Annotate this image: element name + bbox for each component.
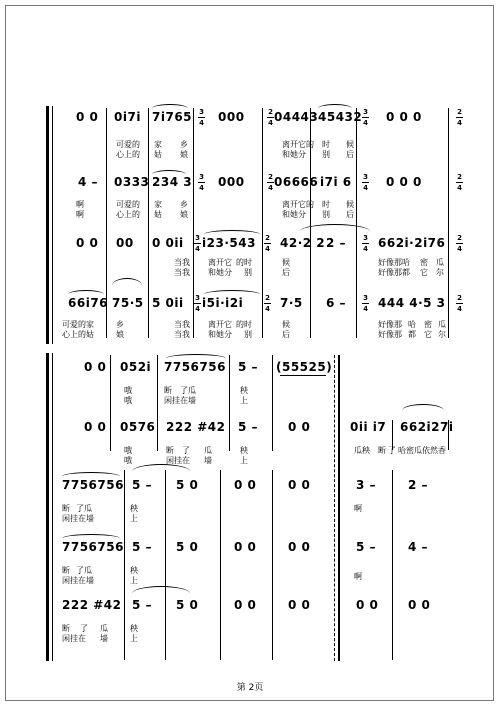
lyric: 好像那 <box>378 320 402 329</box>
measure: 4 – <box>78 175 99 189</box>
measure: 0 0 <box>408 598 431 612</box>
lyric: 密 <box>424 320 432 329</box>
time-signature: 2 4 <box>268 108 273 127</box>
measure: 234 3 <box>152 175 193 189</box>
slur <box>62 472 120 481</box>
lyric: 别 <box>244 268 252 277</box>
lyric: 娘 <box>180 150 188 159</box>
lyric: 断 <box>166 446 174 455</box>
measure: (55525) <box>276 360 333 374</box>
lyric: 闲挂在墙 <box>164 396 196 405</box>
lyric: 别 <box>322 210 330 219</box>
lyric: 后 <box>282 268 290 277</box>
lyric: 娘 <box>180 210 188 219</box>
time-signature: 3 4 <box>195 234 200 253</box>
lyric: 家 <box>154 140 162 149</box>
lyric: 别 <box>244 330 252 339</box>
measure: 662i·2i76 <box>378 236 446 250</box>
measure: 45432 <box>318 110 363 124</box>
time-signature: 3 4 <box>363 108 368 127</box>
measure: 0 0 <box>288 478 311 492</box>
measure: 5 – <box>132 540 153 554</box>
lyric: 墙 <box>100 634 108 643</box>
lyric: 秧 <box>240 386 248 395</box>
measure: 0i7i <box>114 110 141 124</box>
lyric: 瓜 <box>204 446 212 455</box>
barline <box>272 470 273 660</box>
lyric: 好像那哈 <box>378 258 410 267</box>
lyric: 离开它的 <box>282 200 314 209</box>
lyric: 哈密瓜依然香 <box>398 446 446 455</box>
lyric: 啊 <box>354 504 362 513</box>
lyric: 秧 <box>130 504 138 513</box>
lyric: 秧 <box>240 446 248 455</box>
measure: 0 0 <box>84 360 107 374</box>
lyric: 当我 <box>174 268 190 277</box>
measure: 2 – <box>408 478 429 492</box>
lyric: 哈 <box>408 320 416 329</box>
measure: 66i76 <box>68 296 109 310</box>
lyric: 和她分 <box>282 150 306 159</box>
measure: 7756756 <box>62 540 124 554</box>
measure: 0 0 <box>76 236 99 250</box>
lyric: 的时 <box>236 320 252 329</box>
measure: i5i·i2i <box>202 296 244 310</box>
time-signature: 3 4 <box>199 173 204 192</box>
lyric: 上 <box>240 396 248 405</box>
measure: 0 0 <box>234 540 257 554</box>
barline <box>124 470 125 660</box>
measure: 04443 <box>274 110 319 124</box>
lyric: 后 <box>346 150 354 159</box>
lyric: 候 <box>282 258 290 267</box>
measure: 5 – <box>132 478 153 492</box>
measure: 0 0 <box>76 110 99 124</box>
measure: 7·5 <box>280 296 303 310</box>
measure: 0 0 0 <box>386 175 422 189</box>
lyric: 离开它 <box>208 258 232 267</box>
lyric: 断 <box>62 504 70 513</box>
measure: 0576 <box>120 420 156 434</box>
measure: 0 0 <box>234 598 257 612</box>
lyric: 瓜 <box>436 258 444 267</box>
lyric: 哦 <box>124 456 132 465</box>
measure: 444 4·5 3 <box>378 296 446 310</box>
lyric: 时 <box>322 140 330 149</box>
measure: 5 0 <box>176 478 199 492</box>
lyric: 尔 <box>436 268 444 277</box>
lyric: 家 <box>154 200 162 209</box>
lyric: 哦 <box>124 446 132 455</box>
lyric: 啊 <box>354 572 362 581</box>
lyric: 可爱的 <box>116 140 140 149</box>
lyric: 瓜秧 <box>354 446 370 455</box>
measure: 0 0 <box>84 420 107 434</box>
time-signature: 2 4 <box>457 294 462 313</box>
lyric: 秧 <box>130 566 138 575</box>
slur <box>132 586 190 601</box>
measure: 0ii i7 <box>350 420 387 434</box>
lyric: 姑 <box>154 210 162 219</box>
lyric: 了瓜 <box>76 566 92 575</box>
lyric: 离开它 <box>208 320 232 329</box>
measure: 5 0 <box>176 598 199 612</box>
measure: 222 #42 <box>166 420 226 434</box>
measure: 052i <box>120 360 152 374</box>
time-signature: 2 4 <box>457 108 462 127</box>
lyric: 乡 <box>180 200 188 209</box>
lyric: 哦 <box>124 396 132 405</box>
barline <box>165 470 166 660</box>
page-number: 第 2页 <box>236 683 264 693</box>
lyric: 可爱的家 <box>62 320 94 329</box>
lyric: 闲挂在墙 <box>62 576 94 585</box>
time-signature: 2 4 <box>457 173 462 192</box>
measure: 0 0 <box>288 540 311 554</box>
lyric: 后 <box>282 330 290 339</box>
time-signature: 3 4 <box>363 294 368 313</box>
lyric: 都 <box>408 330 416 339</box>
measure: 5 – <box>356 540 377 554</box>
lyric: 上 <box>130 514 138 523</box>
lyric: 姑 <box>154 150 162 159</box>
measure: 000 <box>218 110 245 124</box>
lyric: 瓜 <box>438 320 446 329</box>
lyric: 闲挂在 <box>62 634 86 643</box>
lyric: 和她分 <box>208 330 232 339</box>
measure: 00 <box>116 236 134 250</box>
measure: 0 0ii <box>152 236 184 250</box>
time-signature: 2 4 <box>457 234 462 253</box>
measure: 0 0 <box>288 598 311 612</box>
lyric: 啊 <box>76 210 84 219</box>
time-signature: 3 4 <box>199 108 204 127</box>
lyric: 断 <box>62 624 70 633</box>
lyric: 可爱的 <box>116 200 140 209</box>
lyric: 断 <box>62 566 70 575</box>
lyric: 候 <box>346 200 354 209</box>
lyric: 它 <box>424 330 432 339</box>
lyric: 时 <box>322 200 330 209</box>
lyric: 上 <box>130 576 138 585</box>
lyric: 尔 <box>438 330 446 339</box>
staff-row-3 <box>0 478 500 498</box>
measure: 7756756 <box>164 360 226 374</box>
measure: 000 <box>218 175 245 189</box>
measure: 7756756 <box>62 478 124 492</box>
measure: 0333 <box>114 175 150 189</box>
barline <box>220 470 221 660</box>
staff-row-4 <box>0 540 500 560</box>
time-signature: 2 4 <box>265 294 270 313</box>
measure: 5 – <box>238 360 259 374</box>
barline <box>392 470 393 660</box>
lyric: 啊 <box>76 200 84 209</box>
measure: 0 0 0 <box>386 110 422 124</box>
lyric: 了 <box>80 624 88 633</box>
lyric: 闲挂在 <box>166 456 190 465</box>
measure: 0 0 <box>356 598 379 612</box>
lyric: 了 <box>388 446 396 455</box>
staff-row-2 <box>0 420 500 440</box>
lyric: 的时 <box>236 258 252 267</box>
lyric: 和她分 <box>282 210 306 219</box>
staff-row-5 <box>0 598 500 618</box>
slur <box>132 464 190 479</box>
lyric: 乡 <box>180 140 188 149</box>
time-signature: 3 4 <box>195 294 200 313</box>
beam-line <box>280 375 326 376</box>
lyric: 候 <box>346 140 354 149</box>
lyric: 了 <box>182 446 190 455</box>
lyric: 秧 <box>130 624 138 633</box>
measure: 5 – <box>238 420 259 434</box>
measure: i23·543 <box>202 236 256 250</box>
measure: 5 0ii <box>152 296 184 310</box>
lyric: 它 <box>420 268 428 277</box>
measure: 6 – <box>326 296 347 310</box>
lyric: 上 <box>130 634 138 643</box>
measure: 75·5 <box>112 296 144 310</box>
lyric: 当我 <box>174 330 190 339</box>
measure: 662i27i <box>400 420 454 434</box>
measure: 7i765 <box>152 110 193 124</box>
measure: 5 0 <box>176 540 199 554</box>
time-signature: 2 4 <box>265 234 270 253</box>
lyric: 断 <box>378 446 386 455</box>
measure: 06666 <box>274 175 319 189</box>
lyric: 墙 <box>204 456 212 465</box>
slur <box>402 404 444 417</box>
time-signature: 3 4 <box>363 173 368 192</box>
lyric: 闲挂在墙 <box>62 514 94 523</box>
time-signature: 3 4 <box>363 234 368 253</box>
lyric: 上 <box>240 456 248 465</box>
measure: 2 – <box>326 236 347 250</box>
lyric: 心上的姑 <box>62 330 94 339</box>
lyric: 好像那 <box>378 330 402 339</box>
lyric: 了瓜 <box>180 386 196 395</box>
measure: 42·2 2 <box>280 236 326 250</box>
lyric: 断 <box>164 386 172 395</box>
measure: 3 – <box>356 478 377 492</box>
lyric: 瓜 <box>100 624 108 633</box>
measure: 0 0 <box>234 478 257 492</box>
measure: 222 #42 <box>62 598 122 612</box>
measure: i7i 6 <box>320 175 352 189</box>
lyric: 好像那都 <box>378 268 410 277</box>
slur <box>166 354 226 363</box>
lyric: 后 <box>346 210 354 219</box>
measure: 0 0 <box>288 420 311 434</box>
lyric: 心上的 <box>116 210 140 219</box>
staff-row-1 <box>0 360 500 380</box>
lyric: 娘 <box>116 330 124 339</box>
lyric: 当我 <box>174 258 190 267</box>
slur <box>62 534 120 543</box>
time-signature: 2 4 <box>268 173 273 192</box>
measure: 5 – <box>132 598 153 612</box>
lyric: 了瓜 <box>76 504 92 513</box>
lyric: 离开它的 <box>282 140 314 149</box>
lyric: 心上的 <box>116 150 140 159</box>
lyric: 候 <box>282 320 290 329</box>
lyric: 和她分 <box>208 268 232 277</box>
lyric: 别 <box>322 150 330 159</box>
lyric: 乡 <box>116 320 124 329</box>
measure: 4 – <box>408 540 429 554</box>
lyric: 当我 <box>174 320 190 329</box>
lyric: 密 <box>420 258 428 267</box>
lyric: 哦 <box>124 386 132 395</box>
